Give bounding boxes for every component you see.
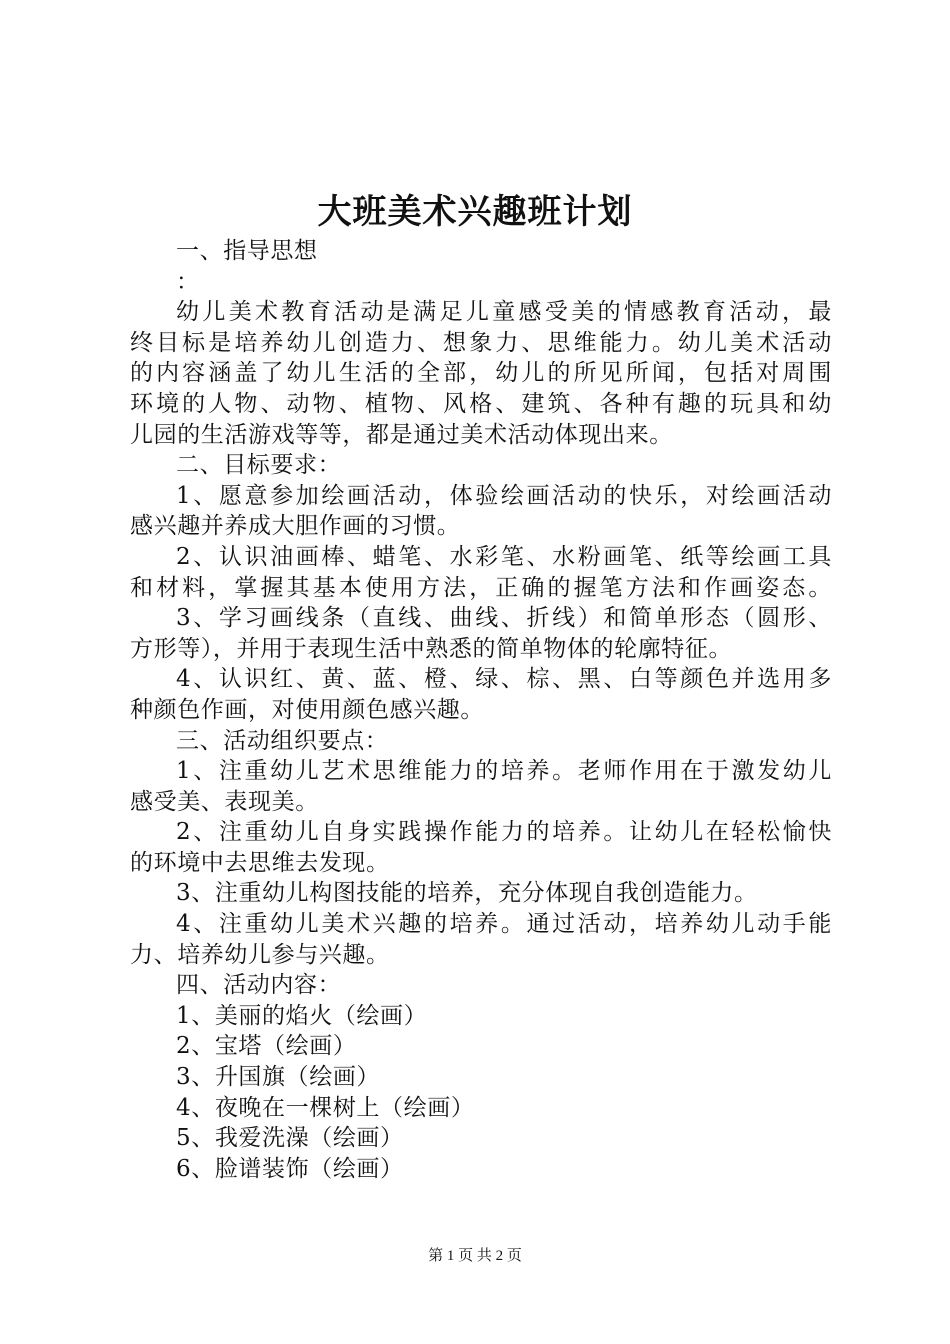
text-line: 3、注重幼儿构图技能的培养，充分体现自我创造能力。 — [176, 880, 758, 907]
text-line: 4、注重幼儿美术兴趣的培养。通过活动，培养幼儿动手能 — [176, 911, 832, 938]
text-line: 1、美丽的焰火（绘画） — [176, 1002, 428, 1029]
text-line: 儿园的生活游戏等等，都是通过美术活动体现出来。 — [130, 421, 673, 448]
text-line: 3、学习画线条（直线、曲线、折线）和简单形态（圆形、 — [176, 605, 832, 632]
text-line: 2、注重幼儿自身实践操作能力的培养。让幼儿在轻松愉快 — [176, 819, 832, 846]
text-line: 终目标是培养幼儿创造力、想象力、思维能力。幼儿美术活动 — [130, 329, 832, 356]
text-line: 种颜色作画，对使用颜色感兴趣。 — [130, 696, 484, 723]
text-line: 一、指导思想 — [176, 238, 318, 264]
text-line: 环境的人物、动物、植物、风格、建筑、各种有趣的玩具和幼 — [130, 390, 832, 417]
text-line: 4、认识红、黄、蓝、橙、绿、棕、黑、白等颜色并选用多 — [176, 666, 832, 693]
text-line: 三、活动组织要点： — [176, 727, 389, 754]
text-line: 力、培养幼儿参与兴趣。 — [130, 941, 390, 968]
text-line: ： — [176, 268, 200, 295]
document-title: 大班美术兴趣班计划 — [317, 192, 633, 232]
text-line: 1、愿意参加绘画活动，体验绘画活动的快乐，对绘画活动 — [176, 482, 832, 509]
text-line: 四、活动内容： — [176, 972, 342, 999]
text-line: 5、我爱洗澡（绘画） — [176, 1125, 404, 1152]
text-line: 和材料，掌握其基本使用方法，正确的握笔方法和作画姿态。 — [130, 574, 832, 601]
text-line: 幼儿美术教育活动是满足儿童感受美的情感教育活动，最 — [176, 299, 832, 326]
text-line: 感兴趣并养成大胆作画的习惯。 — [130, 513, 461, 540]
text-line: 1、注重幼儿艺术思维能力的培养。老师作用在于激发幼儿 — [176, 758, 832, 785]
text-line: 3、升国旗（绘画） — [176, 1064, 381, 1091]
text-line: 2、宝塔（绘画） — [176, 1033, 357, 1060]
text-line: 方形等），并用于表现生活中熟悉的简单物体的轮廓特征。 — [130, 635, 733, 662]
text-line: 2、认识油画棒、蜡笔、水彩笔、水粉画笔、纸等绘画工具 — [176, 543, 832, 570]
text-line: 的内容涵盖了幼儿生活的全部，幼儿的所见所闻，包括对周围 — [130, 360, 832, 387]
text-line: 的环境中去思维去发现。 — [130, 849, 390, 876]
document-body — [130, 236, 832, 1184]
text-line: 二、目标要求： — [176, 452, 342, 479]
page-footer: 第 1 页 共 2 页 — [428, 1248, 522, 1264]
text-line: 6、脸谱装饰（绘画） — [176, 1155, 404, 1182]
text-line: 4、夜晚在一棵树上（绘画） — [176, 1094, 475, 1121]
text-line: 感受美、表现美。 — [130, 788, 319, 815]
